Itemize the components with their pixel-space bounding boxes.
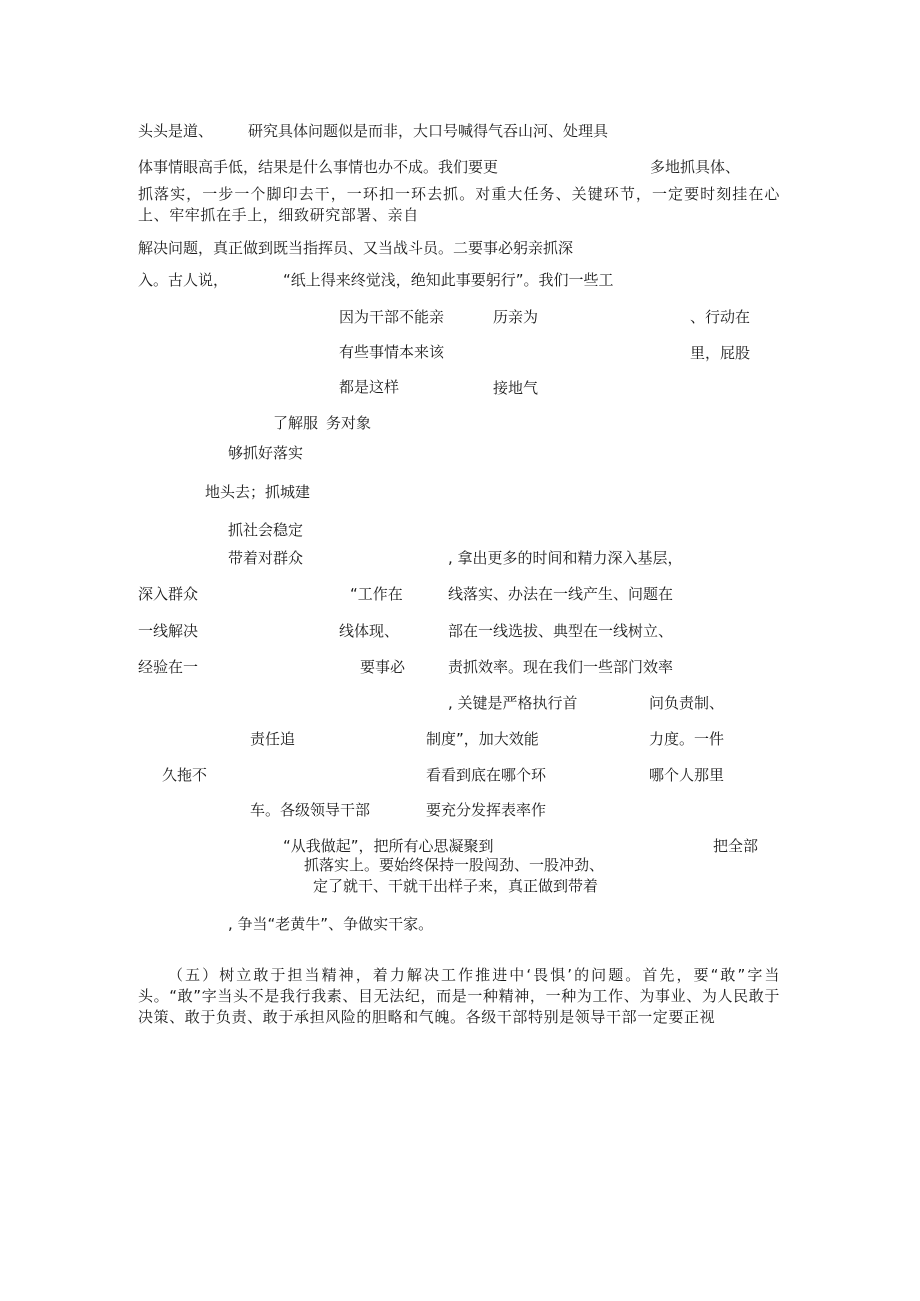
text-fragment: 制度”，加大效能 [426, 730, 539, 748]
text-fragment: 有些事情本来该 [339, 343, 445, 361]
text-fragment: 了解服 [273, 414, 319, 432]
text-fragment: 深入群众 [138, 585, 199, 603]
text-fragment: 责抓效率。现在我们一些部门效率 [448, 658, 674, 676]
text-fragment: 哪个人那里 [649, 766, 725, 784]
text-fragment: “纸上得来终觉浅，绝知此事要躬行”。我们一些工 [283, 271, 614, 289]
text-fragment: 定了就干、干就干出样子来，真正做到带着 [313, 877, 599, 895]
text-fragment: 责任追 [250, 730, 296, 748]
text-fragment: 车。各级领导干部 [250, 801, 371, 819]
text-fragment: 多地抓具体、 [650, 158, 741, 176]
text-fragment: , 拿出更多的时间和精力深入基层， [448, 549, 683, 567]
text-fragment: 看看到底在哪个环 [426, 766, 547, 784]
text-fragment: 够抓好落实 [228, 444, 304, 462]
text-fragment: 一线解决 [138, 622, 199, 640]
text-fragment: 经验在一 [138, 658, 199, 676]
text-fragment: 、行动在 [690, 308, 751, 326]
text-fragment: 研究具体问题似是而非，大口号喊得气吞山河、处理具 [248, 122, 609, 140]
text-fragment: 务对象 [326, 414, 372, 432]
text-fragment: 抓社会稳定 [228, 521, 304, 539]
text-fragment: , 关键是严格执行首 [448, 694, 578, 712]
text-fragment: 久拖不 [162, 766, 208, 784]
paragraph: 抓落实，一步一个脚印去干，一环扣一环去抓。对重大任务、关键环节，一定要时刻挂在心上、牢牢抓在手上，细致研究部署、亲自 [138, 185, 780, 224]
text-fragment: 入。古人说， [138, 271, 229, 289]
text-fragment: 历亲为 [493, 308, 539, 326]
text-fragment: 地头去；抓城建 [205, 483, 311, 501]
text-fragment: 线落实、办法在一线产生、问题在 [448, 585, 674, 603]
text-fragment: 体事情眼高手低，结果是什么事情也办不成。我们要更 [138, 158, 499, 176]
text-fragment: 线体现、 [339, 622, 400, 640]
text-fragment: “工作在 [350, 585, 403, 603]
text-fragment: 把全部 [713, 837, 759, 855]
text-fragment: 解决问题，真正做到既当指挥员、又当战斗员。二要事必躬亲抓深 [138, 239, 574, 257]
text-fragment: 因为干部不能亲 [339, 308, 445, 326]
text-fragment: 都是这样 [339, 378, 400, 396]
text-fragment: 带着对群众 [228, 549, 304, 567]
text-fragment: 抓落实上。要始终保持一股闯劲、一股冲劲、 [304, 856, 605, 874]
text-fragment: “从我做起”，把所有心思凝聚到 [283, 837, 494, 855]
text-fragment: 要事必 [360, 658, 406, 676]
text-fragment: 接地气 [493, 379, 539, 397]
text-fragment: 部在一线选拔、典型在一线树立、 [448, 622, 674, 640]
text-fragment: 要充分发挥表率作 [426, 801, 547, 819]
text-fragment: 里，屁股 [690, 344, 751, 362]
section-five-paragraph: （五）树立敢于担当精神，着力解决工作推进中‘畏惧’的问题。首先，要“敢”字当头。“敢”字当头不是我行我素、目无法纪，而是一种精神，一种为工作、为事业、为人民敢于决策、敢于负责、敢于承担风险的胆略和气魄。各级干部特别是领导干部一定要正视 [138, 966, 780, 1026]
text-fragment: 力度。一件 [649, 730, 725, 748]
text-fragment: 头头是道、 [138, 122, 214, 140]
text-fragment: , 争当“老黄牛”、争做实干家。 [228, 915, 434, 933]
text-fragment: 问负责制、 [649, 694, 725, 712]
